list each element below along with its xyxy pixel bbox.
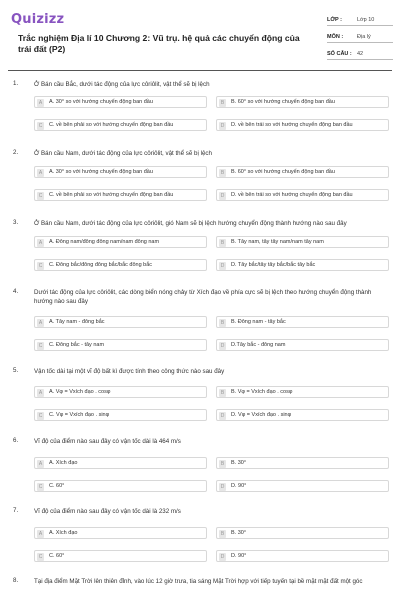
question-text: Ở Bán cầu Nam, dưới tác động của lực côriôlit, vật thể sẽ bị lệch [34, 150, 212, 157]
option-c[interactable] [34, 409, 207, 421]
option-letter: D [220, 483, 225, 490]
option-b[interactable] [216, 166, 389, 178]
option-c[interactable] [34, 189, 207, 201]
option-text: D. Vφ = Vxích đạo . sinφ [231, 412, 292, 418]
option-letter: A [38, 99, 43, 106]
option-letter: C [38, 342, 43, 349]
option-text: D. về bên trái so với hướng chuyển động ban đầu [231, 192, 353, 198]
option-b[interactable] [216, 96, 389, 108]
option-b[interactable] [216, 386, 389, 398]
quiz-title: Trắc nghiệm Địa lí 10 Chương 2: Vũ trụ. hệ quả các chuyển động của trái đất (P2) [18, 33, 300, 54]
option-letter: D [220, 553, 225, 560]
option-text: B. 30° [231, 460, 247, 466]
question-number: 7. [13, 507, 19, 514]
option-letter: B [220, 99, 225, 106]
option-text: B. 30° [231, 530, 247, 536]
option-d[interactable] [216, 480, 389, 492]
option-a[interactable] [34, 527, 207, 539]
option-b[interactable] [216, 236, 389, 248]
option-text: D. 90° [231, 553, 247, 559]
option-text: C. Vφ = Vxích đạo . sinφ [49, 412, 110, 418]
info-row-class [327, 12, 393, 26]
option-letter: D [220, 192, 225, 199]
option-letter: D [220, 412, 225, 419]
option-text: A. 30° so với hướng chuyển động ban đầu [49, 169, 153, 175]
option-letter: A [38, 319, 43, 326]
question-text: Tại địa điểm Mặt Trời lên thiên đỉnh, vào lúc 12 giờ trưa, tia sáng Mặt Trời hợp với tiếp tuyến tại bề mặt mặt đất một góc [34, 578, 363, 585]
header-divider [8, 70, 392, 71]
option-text: B. 60° so với hướng chuyển động ban đầu [231, 99, 335, 105]
question-number: 1. [13, 80, 19, 87]
option-text: C. Đông bắc - tây nam [49, 342, 105, 348]
option-text: C. về bên phải so với hướng chuyển động ban đầu [49, 192, 174, 198]
option-d[interactable] [216, 259, 389, 271]
option-text: C. 60° [49, 553, 65, 559]
question-text: Dưới tác động của lực côriôlit, các dòng biển nóng chảy từ Xích đạo về phía cực sẽ bị lệch theo hướng chuyển động thành hướng nào sau đây [34, 289, 372, 305]
option-letter: A [38, 239, 43, 246]
option-text: B. Đông nam - tây bắc [231, 319, 286, 325]
option-letter: B [220, 460, 225, 467]
option-c[interactable] [34, 339, 207, 351]
option-b[interactable] [216, 527, 389, 539]
option-text: B. 60° so với hướng chuyển động ban đầu [231, 169, 335, 175]
option-letter: C [38, 122, 43, 129]
option-letter: D [220, 342, 225, 349]
question-number: 3. [13, 219, 19, 226]
option-d[interactable] [216, 189, 389, 201]
option-d[interactable] [216, 409, 389, 421]
info-label: MÔN : [327, 34, 344, 40]
quiz-info-box [327, 12, 393, 63]
option-text: C. Đông bắc/đông đông bắc/bắc đông bắc [49, 262, 153, 268]
info-label: LỚP : [327, 17, 342, 23]
option-c[interactable] [34, 259, 207, 271]
option-a[interactable] [34, 166, 207, 178]
option-text: C. về bên phải so với hướng chuyển động ban đầu [49, 122, 174, 128]
question-number: 2. [13, 149, 19, 156]
option-text: D. về bên trái so với hướng chuyển động ban đầu [231, 122, 353, 128]
option-text: A. Xích đạo [49, 460, 78, 466]
option-d[interactable] [216, 550, 389, 562]
question-text: Vận tốc dài tại một vĩ độ bất kì được tính theo công thức nào sau đây [34, 368, 225, 375]
question-text: Vĩ độ của điểm nào sau đây có vận tốc dài là 464 m/s [34, 438, 181, 445]
option-b[interactable] [216, 457, 389, 469]
option-letter: C [38, 483, 43, 490]
question-number: 5. [13, 367, 19, 374]
option-letter: C [38, 192, 43, 199]
option-c[interactable] [34, 480, 207, 492]
option-text: D. Tây bắc/tây tây bắc/bắc tây bắc [231, 262, 316, 268]
question-number: 8. [13, 577, 19, 584]
option-a[interactable] [34, 316, 207, 328]
option-text: C. 60° [49, 483, 65, 489]
option-letter: D [220, 262, 225, 269]
option-a[interactable] [34, 96, 207, 108]
option-letter: A [38, 460, 43, 467]
option-text: B. Vφ = Vxích đạo . cosφ [231, 389, 293, 395]
worksheet-header [0, 0, 400, 70]
option-letter: D [220, 122, 225, 129]
option-letter: A [38, 169, 43, 176]
option-letter: A [38, 530, 43, 537]
option-text: A. Vφ = Vxích đạo . cosφ [49, 389, 111, 395]
question-text: Ở Bán cầu Nam, dưới tác động của lực côriôlit, gió Nam sẽ bị lệch hướng chuyển động thành hướng nào sau đây [34, 220, 347, 227]
option-d[interactable] [216, 339, 389, 351]
option-letter: C [38, 553, 43, 560]
option-a[interactable] [34, 236, 207, 248]
option-letter: B [220, 239, 225, 246]
option-c[interactable] [34, 550, 207, 562]
question-number: 6. [13, 437, 19, 444]
question-text: Vĩ độ của điểm nào sau đây có vận tốc dài là 232 m/s [34, 508, 181, 515]
option-text: A. Đông nam/đông đông nam/nam đông nam [49, 239, 160, 245]
option-letter: B [220, 169, 225, 176]
question-number: 4. [13, 288, 19, 295]
option-letter: C [38, 262, 43, 269]
option-text: D.Tây bắc - đông nam [231, 342, 286, 348]
option-text: D. 90° [231, 483, 247, 489]
option-text: A. Xích đạo [49, 530, 78, 536]
option-letter: B [220, 319, 225, 326]
option-c[interactable] [34, 119, 207, 131]
option-d[interactable] [216, 119, 389, 131]
info-label: SỐ CÂU : [327, 51, 352, 57]
option-a[interactable] [34, 457, 207, 469]
option-text: A. 30° so với hướng chuyển động ban đầu [49, 99, 153, 105]
info-value: Địa lý [357, 34, 371, 40]
option-a[interactable] [34, 386, 207, 398]
info-value: 42 [357, 51, 364, 57]
option-letter: B [220, 530, 225, 537]
quizizz-logo: Quizizz [11, 12, 65, 27]
info-row-count [327, 46, 393, 60]
option-letter: A [38, 389, 43, 396]
info-row-subject [327, 29, 393, 43]
option-text: A. Tây nam - đông bắc [49, 319, 105, 325]
option-letter: B [220, 389, 225, 396]
option-text: B. Tây nam, tây tây nam/nam tây nam [231, 239, 324, 245]
option-b[interactable] [216, 316, 389, 328]
question-text: Ở Bán cầu Bắc, dưới tác động của lực côriôlit, vật thể sẽ bị lệch [34, 81, 210, 88]
option-letter: C [38, 412, 43, 419]
info-value: Lớp 10 [357, 17, 375, 23]
